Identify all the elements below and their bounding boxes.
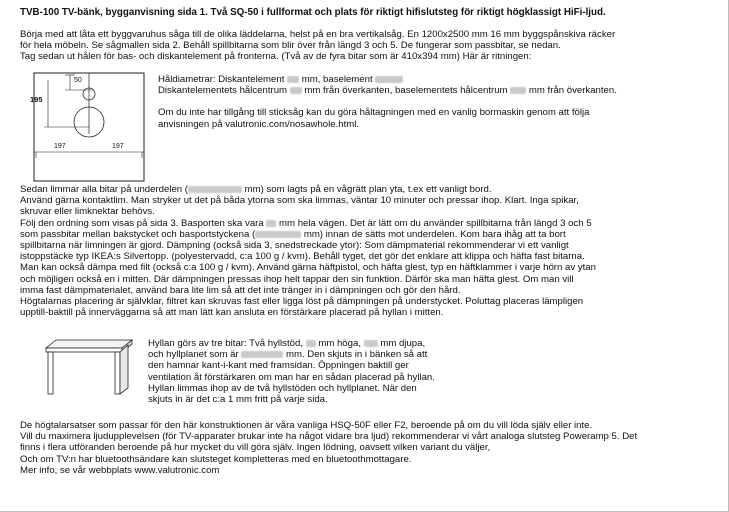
page-title: TVB-100 TV-bänk, bygganvisning sida 1. Två SQ-50 i fullformat och plats för riktigt hifislutsteg för riktigt högklassigt HiFi-ljud.	[20, 7, 606, 18]
no-saw-note: Om du inte har tillgång till sticksåg kan du göra håltagningen med en vanlig bormaskin genom att följa anvisningen på valutronic.com/nosawhole.html.	[158, 107, 590, 130]
intro-line: Tag sedan ut hålen för bas- och diskantelement på fronterna. (Två av de fyra bitar som är 410x394 mm) Här är ritningen:	[20, 51, 532, 63]
intro-paragraph	[20, 29, 725, 63]
hole-specs	[158, 74, 718, 130]
spec-line: Håldiametrar: Diskantelement mm, baselement	[158, 74, 718, 85]
dim-bottom-right-label: 197	[112, 143, 124, 150]
dim-side-label: 195	[30, 95, 43, 104]
product-recommendations: De högtalarsatser som passar för den här konstruktionen är våra vanliga HSQ-50F eller F2, beroende på om du vill löda själv eller inte. Vill du maximera ljudupplevelsen (för TV-apparater brukar inte ha något vidare bra ljud) rekommenderar vi vårt analoga slutsteg Poweramp 5. Det finns i flera utföranden beroende på hur mycket du vill göra själv. Ingen lödning, oavsett vilken variant du väljer, Och om TV:n har bluetoothsändare kan slutsteget kompletteras med en bluetoothmottagare. Mer info, se vår webbplats www.valutronic.com	[20, 420, 638, 476]
redacted-value	[255, 231, 301, 238]
redacted-value	[266, 220, 276, 227]
redacted-value	[510, 87, 526, 94]
redacted-value	[306, 340, 316, 347]
assembly-instructions: Sedan limmar alla bitar på underdelen ( mm) som lagts på en vågrätt plan yta, t.ex ett vanligt bord. Använd gärna kontaktlim. Man stryker ut det på båda ytorna som ska limmas, väntar 10 minuter och pressar ihop. Klart. Inga spikar, skruvar eller limknektar behövs. Följ den ordning som visas på sida 3. Basporten ska vara mm hela vägen. Det är lätt om du använder spillbitarna från längd 3 och 5 som passbitar mellan bakstycket och basportstyckena ( mm) innan de sätts mot underdelen. Kom bara ihåg att ta bort spillbitarna när limningen är gjord. Dämpning (också sida 3, snedstreckade ytor): Som dämpmaterial rekommenderar vi ett vanligt istoppstäcke typ IKEA:s Silvertopp. (polyestervadd, c:a 100 g / kvm). Behåll tyget, det gör det enklare att klippa och häfta fast bitarna. Man kan också dämpa med filt (också c:a 100 g / kvm). Använd gärna häftpistol, och häfta glest, typ en häftklammer i varje hörn av ytan och möjligen också en i mitten. Där dämpningen pressas ihop helt tappar den sin funktion. Därför ska man häfta glest. Om man vill imma fast dämpmaterialet, använd bara lite lim så att det inte tränger in i dämpningen och gör den hård. Högtalarnas placering är självklar, filtret kan skruvas fast eller ligga löst på dämpningen på understycket. Poluttag placeras lämpligen upptill-baktill på innerväggarna så att man lätt kan ansluta en förstärkare placerad på hyllan i mitten.	[20, 184, 596, 319]
redacted-value	[375, 76, 403, 83]
intro-line: för hela möbeln. Se sågmallen sida 2. Behåll spillbitarna som blir över från längd 3 och 5. De fungerar som passbitar, se nedan.	[20, 40, 561, 52]
dim-bottom-left-label: 197	[54, 143, 66, 150]
dim-top-label: 50	[74, 77, 82, 84]
redacted-value	[290, 87, 302, 94]
front-panel-drawing	[30, 72, 148, 182]
redacted-value	[241, 351, 283, 358]
redacted-value	[188, 186, 242, 193]
redacted-value	[287, 76, 299, 83]
intro-line: Börja med att låta ett byggvaruhus såga till de olika läddelarna, helst på en bra vertikalsåg. En 1200x2500 mm 16 mm byggspånskiva räcker	[20, 29, 616, 40]
spec-line: Diskantelementets hålcentrum mm från överkanten, baselementets hålcentrum mm från överkanten.	[158, 85, 617, 97]
shelf-drawing	[42, 338, 134, 398]
redacted-value	[364, 340, 378, 347]
shelf-instructions: Hyllan görs av tre bitar: Två hyllstöd, mm höga, mm djupa, och hyllplanet som är mm. Den skjuts in i bänken så att den hamnar kant-i-kant med framsidan. Öppningen baktill ger ventilation åt förstärkaren om man har en sådan placerad på hyllan. Hyllan limmas ihop av de två hyllstöden och hyllplanet. När den skjuts in är det c:a 1 mm fritt på varje sida.	[148, 338, 435, 406]
